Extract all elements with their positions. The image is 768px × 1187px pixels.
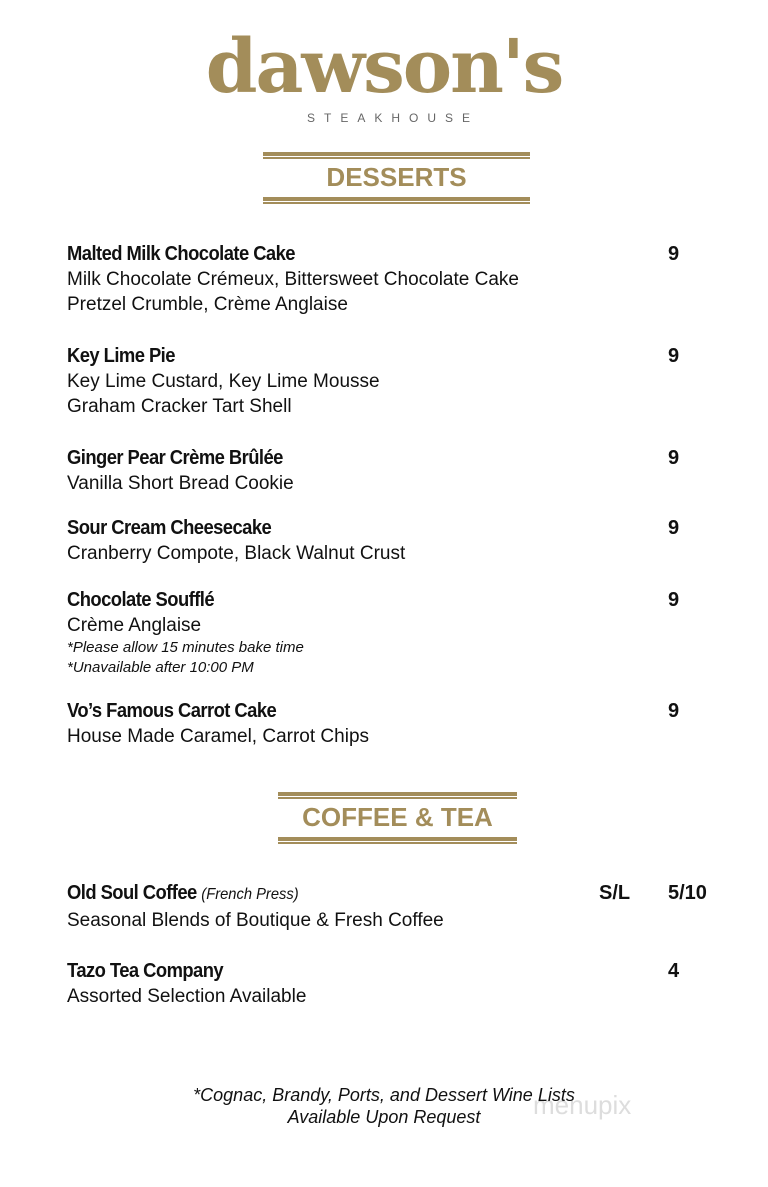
menu-item <box>67 880 727 933</box>
item-desc: Seasonal Blends of Boutique & Fresh Coffee <box>67 910 444 931</box>
footer-note <box>0 1084 768 1128</box>
item-desc: Crème Anglaise <box>67 615 202 636</box>
menu-item <box>67 698 727 749</box>
divider <box>278 837 517 842</box>
item-desc: Pretzel Crumble, Crème Anglaise <box>67 294 348 315</box>
divider <box>263 197 530 202</box>
item-desc: House Made Caramel, Carrot Chips <box>67 726 370 747</box>
item-name: Chocolate Soufflé <box>67 589 215 611</box>
item-note: *Please allow 15 minutes bake time <box>67 639 304 656</box>
item-desc: Graham Cracker Tart Shell <box>67 396 292 417</box>
item-name: Tazo Tea Company <box>67 960 224 982</box>
logo-tagline: STEAKHOUSE <box>306 111 480 125</box>
item-desc: Milk Chocolate Crémeux, Bittersweet Chocolate Cake <box>67 269 519 290</box>
item-price: 9 <box>668 243 680 265</box>
section-title: DESSERTS <box>326 162 467 192</box>
menu-item <box>67 241 727 317</box>
section-title: COFFEE & TEA <box>302 802 493 832</box>
footer-line: *Cognac, Brandy, Ports, and Dessert Wine Lists <box>193 1085 575 1105</box>
footer-line: Available Upon Request <box>287 1107 481 1127</box>
menu-item <box>67 343 727 419</box>
item-name-text: Old Soul Coffee <box>67 882 197 904</box>
item-desc: Assorted Selection Available <box>67 986 307 1007</box>
item-price: 9 <box>668 345 680 367</box>
item-price: 9 <box>668 517 680 539</box>
item-name <box>67 880 299 908</box>
logo: dawson's <box>205 24 563 110</box>
menu-item <box>67 515 727 566</box>
item-price: 9 <box>668 700 680 722</box>
menu-item <box>67 587 727 678</box>
watermark: menupix <box>533 1090 632 1120</box>
coffee-tea-header <box>278 792 517 842</box>
desserts-header <box>263 152 530 202</box>
item-desc: Cranberry Compote, Black Walnut Crust <box>67 543 406 564</box>
item-price: 4 <box>668 960 680 982</box>
item-price: 9 <box>668 447 680 469</box>
item-note: *Unavailable after 10:00 PM <box>67 659 254 676</box>
item-name: Key Lime Pie <box>67 345 175 367</box>
item-price: 9 <box>668 589 680 611</box>
item-sizes: S/L <box>599 882 631 904</box>
item-note: (French Press) <box>201 886 299 903</box>
item-price: 5/10 <box>668 882 707 904</box>
item-desc: Vanilla Short Bread Cookie <box>67 473 294 494</box>
item-name: Ginger Pear Crème Brûlée <box>67 447 283 469</box>
item-name: Vo’s Famous Carrot Cake <box>67 700 277 722</box>
menu-item <box>67 445 727 496</box>
item-name: Sour Cream Cheesecake <box>67 517 272 539</box>
item-desc: Key Lime Custard, Key Lime Mousse <box>67 371 380 392</box>
item-name: Malted Milk Chocolate Cake <box>67 243 295 265</box>
menu-item <box>67 958 727 1009</box>
